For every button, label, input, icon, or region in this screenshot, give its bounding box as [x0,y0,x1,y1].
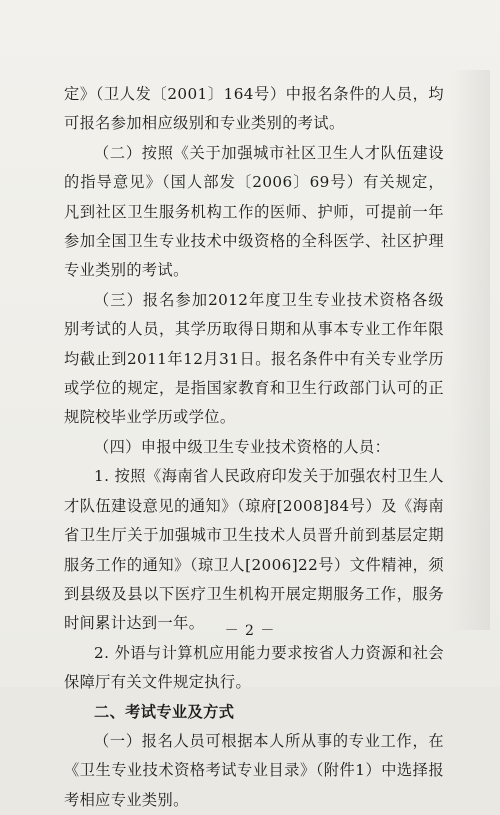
page-number: － 2 － [224,623,276,639]
paragraph-section-item-1: （一）报名人员可根据本人所从事的专业工作，在《卫生专业技术资格考试专业目录》（附件1）中选择报考相应专业类别。 [64,731,444,809]
paragraph-item-2: （二）按照《关于加强城市社区卫生人才队伍建设的指导意见》（国人部发〔2006〕69号）有关规定，凡到社区卫生服务机构工作的医师、护师，可提前一年参加全国卫生专业技术中级资格的全科医学、社区护理专业类别的考试。 [64,143,444,280]
paragraph-subitem-1: 1. 按照《海南省人民政府印发关于加强农村卫生人才队伍建设意见的通知》（琼府[2008]84号）及《海南省卫生厅关于加强城市卫生技术人员晋升前到基层定期服务工作的通知》（琼卫人[2006]22号）文件精神，须到县级及县以下医疗卫生机构开展定期服务工作，服务时间累计达到一年。 [64,467,444,633]
paragraph-item-4: （四）申报中级卫生专业技术资格的人员： [94,437,391,456]
paragraph-continuation: 定》（卫人发〔2001〕164号）中报名条件的人员，均可报名参加相应级别和专业类别的考试。 [64,85,444,133]
show-through-shadow [450,70,490,630]
document-body [64,80,444,815]
section-heading: 二、考试专业及方式 [94,702,235,721]
paragraph-item-3: （三）报名参加2012年度卫生专业技术资格各级别考试的人员，其学历取得日期和从事本专业工作年限均截止到2011年12月31日。报名条件中有关专业学历或学位的规定，是指国家教育和卫生行政部门认可的正规院校毕业学历或学位。 [64,290,444,427]
paragraph-subitem-2: 2. 外语与计算机应用能力要求按省人力资源和社会保障厅有关文件规定执行。 [64,643,444,692]
